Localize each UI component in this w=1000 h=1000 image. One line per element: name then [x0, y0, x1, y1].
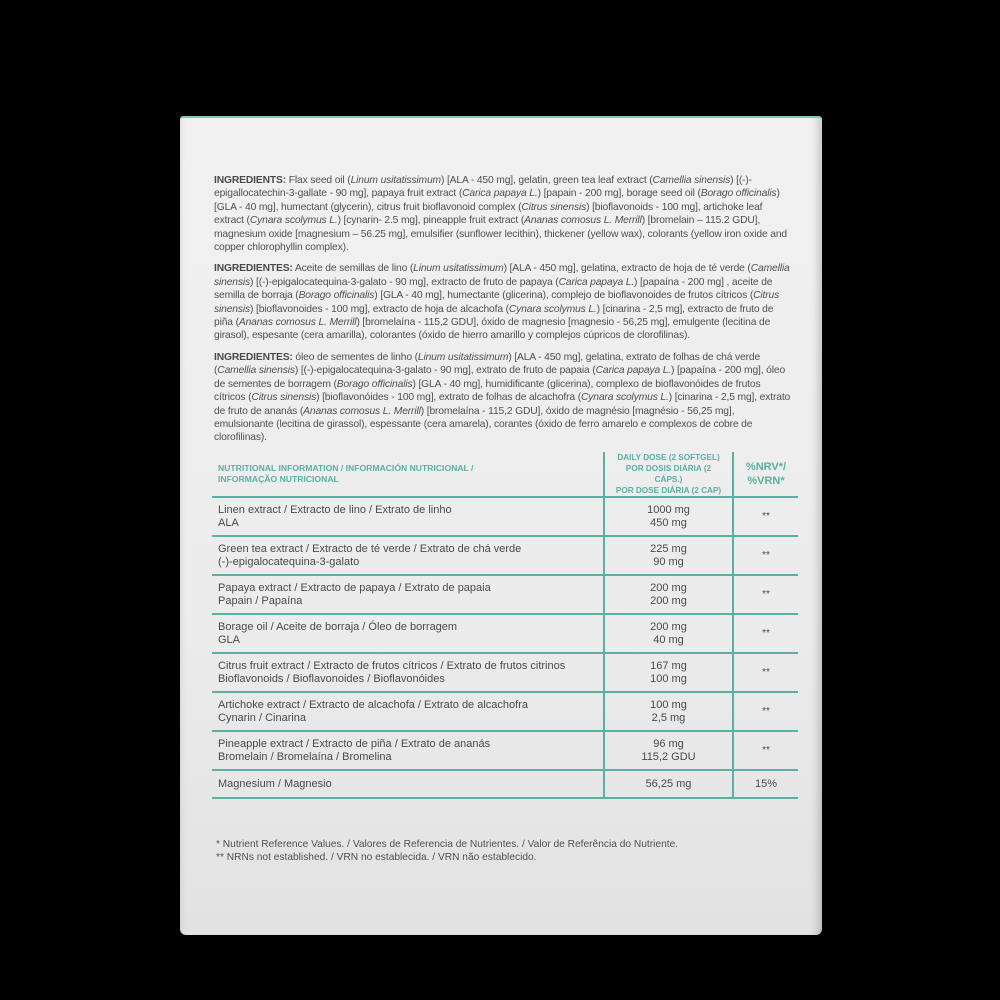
nutrition-table-body — [212, 497, 798, 798]
nutrient-name: Green tea extract / Extracto de té verde / Extrato de chá verde (-)-epigalocatequina-3-galato — [218, 542, 522, 568]
nutrient-name: Pineapple extract / Extracto de piña / Extrato de ananás Bromelain / Bromelaína / Bromelina — [218, 737, 491, 763]
footnote-nrv: * Nutrient Reference Values. / Valores de Referencia de Nutrientes. / Valor de Referência do Nutriente. — [216, 839, 679, 850]
nutrient-dose: 96 mg 115,2 GDU — [604, 731, 733, 770]
footnote-not-established: ** NRNs not established. / VRN no establecida. / VRN não establecido. — [216, 852, 537, 863]
nutrient-name: Magnesium / Magnesio — [218, 777, 332, 790]
nutrient-name: Artichoke extract / Extracto de alcachofa / Extrato de alcachofra Cynarin / Cinarina — [218, 698, 528, 724]
nutrient-nrv: ** — [733, 614, 798, 653]
nutrition-table — [212, 452, 798, 799]
nutrient-nrv: 15% — [733, 770, 798, 798]
nutrient-nrv: ** — [733, 731, 798, 770]
nutrient-dose: 200 mg 200 mg — [604, 575, 733, 614]
ingredients-es: INGREDIENTES: Aceite de semillas de lino (Linum usitatissimum) [ALA - 450 mg], gelatina, extracto de hoja de té verde (Camellia sinensis) [(-)-epigalocatequina-3-galato - 90 mg], extracto de fruto de papaya (Carica papaya L.) [papaína - 200 mg] , aceite de semilla de borraja (Borago officinalis) [GLA - 40 mg], humectante (glicerina), complejo de bioflavonoides de frutos cítricos (Citrus sinensis) [bioflavonoides - 100 mg], extracto de hoja de alcachofa (Cynara scolymus L.) [cinarina - 2,5 mg], extracto de fruto de piña (Ananas comosus L. Merrill) [bromelaína - 115,2 GDU], óxido de magnesio [magnesio - 56,25 mg], emulgente (lecitina de girasol), espesante (cera amarilla), colorantes (óxido de hierro amarillo y complejos cúpricos de clorofilinas). — [214, 263, 790, 342]
nutrient-nrv: ** — [733, 575, 798, 614]
table-row — [212, 614, 798, 653]
nutrient-nrv: ** — [733, 692, 798, 731]
ingredients-pt: INGREDIENTES: óleo de sementes de linho (Linum usitatissimum) [ALA - 450 mg], gelatina, extrato de folhas de chá verde (Camellia sinensis) [(-)-epigalocatequina-3-galato - 90 mg], extrato de fruto de papaia (Carica papaya L.) [papaína - 200 mg], óleo de sementes de borragem (Borago officinalis) [GLA - 40 mg], humidificante (glicerina), complexo de bioflavonóides de frutos cítricos (Citrus sinensis) [bioflavonóides - 100 mg], extrato de folhas de alcachofra (Cynara scolymus L.) [cinarina - 2,5 mg], extrato de fruto de ananás (Ananas comosus L. Merrill) [bromelaína - 115,2 GDU], óxido de magnésio [magnésio - 56,25 mg], emulsionante (lecitina de girassol), espessante (cera amarela), corantes (óxido de ferro amarelo e complexos de cobre de clorofilinas). — [214, 351, 791, 444]
table-row — [212, 497, 798, 536]
table-row — [212, 770, 798, 798]
header-nutritional-information: NUTRITIONAL INFORMATION / INFORMACIÓN NUTRICIONAL / INFORMAÇÃO NUTRICIONAL — [218, 463, 474, 484]
table-row — [212, 692, 798, 731]
nutrient-dose: 200 mg 40 mg — [604, 614, 733, 653]
header-nrv: %NRV*/ %VRN* — [733, 452, 798, 497]
nutrient-name: Citrus fruit extract / Extracto de frutos cítricos / Extrato de frutos citrinos Bioflavonoids / Bioflavonoides / Bioflavonóides — [218, 659, 566, 685]
nutrient-name: Linen extract / Extracto de lino / Extrato de linho ALA — [218, 503, 452, 529]
ingredients-section — [214, 174, 792, 453]
nutrient-dose: 225 mg 90 mg — [604, 536, 733, 575]
table-row — [212, 731, 798, 770]
ingredients-label: INGREDIENTS: — [214, 175, 286, 186]
header-daily-dose: DAILY DOSE (2 SOFTGEL) POR DOSIS DIÁRIA (2 CÁPS.) POR DOSE DIÁRIA (2 CAP) — [604, 452, 733, 497]
nutrient-name: Papaya extract / Extracto de papaya / Extrato de papaia Papain / Papaína — [218, 581, 491, 607]
ingredients-label: INGREDIENTES: — [214, 351, 293, 363]
footnotes — [216, 838, 796, 864]
table-row — [212, 575, 798, 614]
ingredients-en: INGREDIENTS: Flax seed oil (Linum usitatissimum) [ALA - 450 mg], gelatin, green tea leaf extract (Camellia sinensis) [(-)-epigallocatechin-3-gallate - 90 mg], papaya fruit extract (Carica papaya L.) [papain - 200 mg], borage seed oil (Borago officinalis) [GLA - 40 mg], humectant (glycerin), citrus fruit bioflavonoid complex (Citrus sinensis) [bioflavonoids - 100 mg], artichoke leaf extract (Cynara scolymus L.) [cynarin- 2.5 mg], pineapple fruit extract (Ananas comosus L. Merrill) [bromelain – 115.2 GDU], magnesium oxide [magnesium – 56.25 mg], emulsifier (sunflower lecithin), thickener (yellow wax), colorants (yellow iron oxide and copper chlorophyllin complex). — [214, 175, 787, 254]
nutrient-dose: 167 mg 100 mg — [604, 653, 733, 692]
nutrient-dose: 56,25 mg — [604, 770, 733, 798]
nutrient-nrv: ** — [733, 497, 798, 536]
table-row — [212, 536, 798, 575]
ingredients-label: INGREDIENTES: — [214, 263, 293, 275]
table-row — [212, 653, 798, 692]
nutrient-nrv: ** — [733, 653, 798, 692]
nutrient-name: Borage oil / Aceite de borraja / Óleo de borragem GLA — [218, 620, 458, 646]
nutrient-dose: 100 mg 2,5 mg — [604, 692, 733, 731]
nutrition-table-header — [212, 452, 798, 497]
nutrient-dose: 1000 mg 450 mg — [604, 497, 733, 536]
nutrient-nrv: ** — [733, 536, 798, 575]
